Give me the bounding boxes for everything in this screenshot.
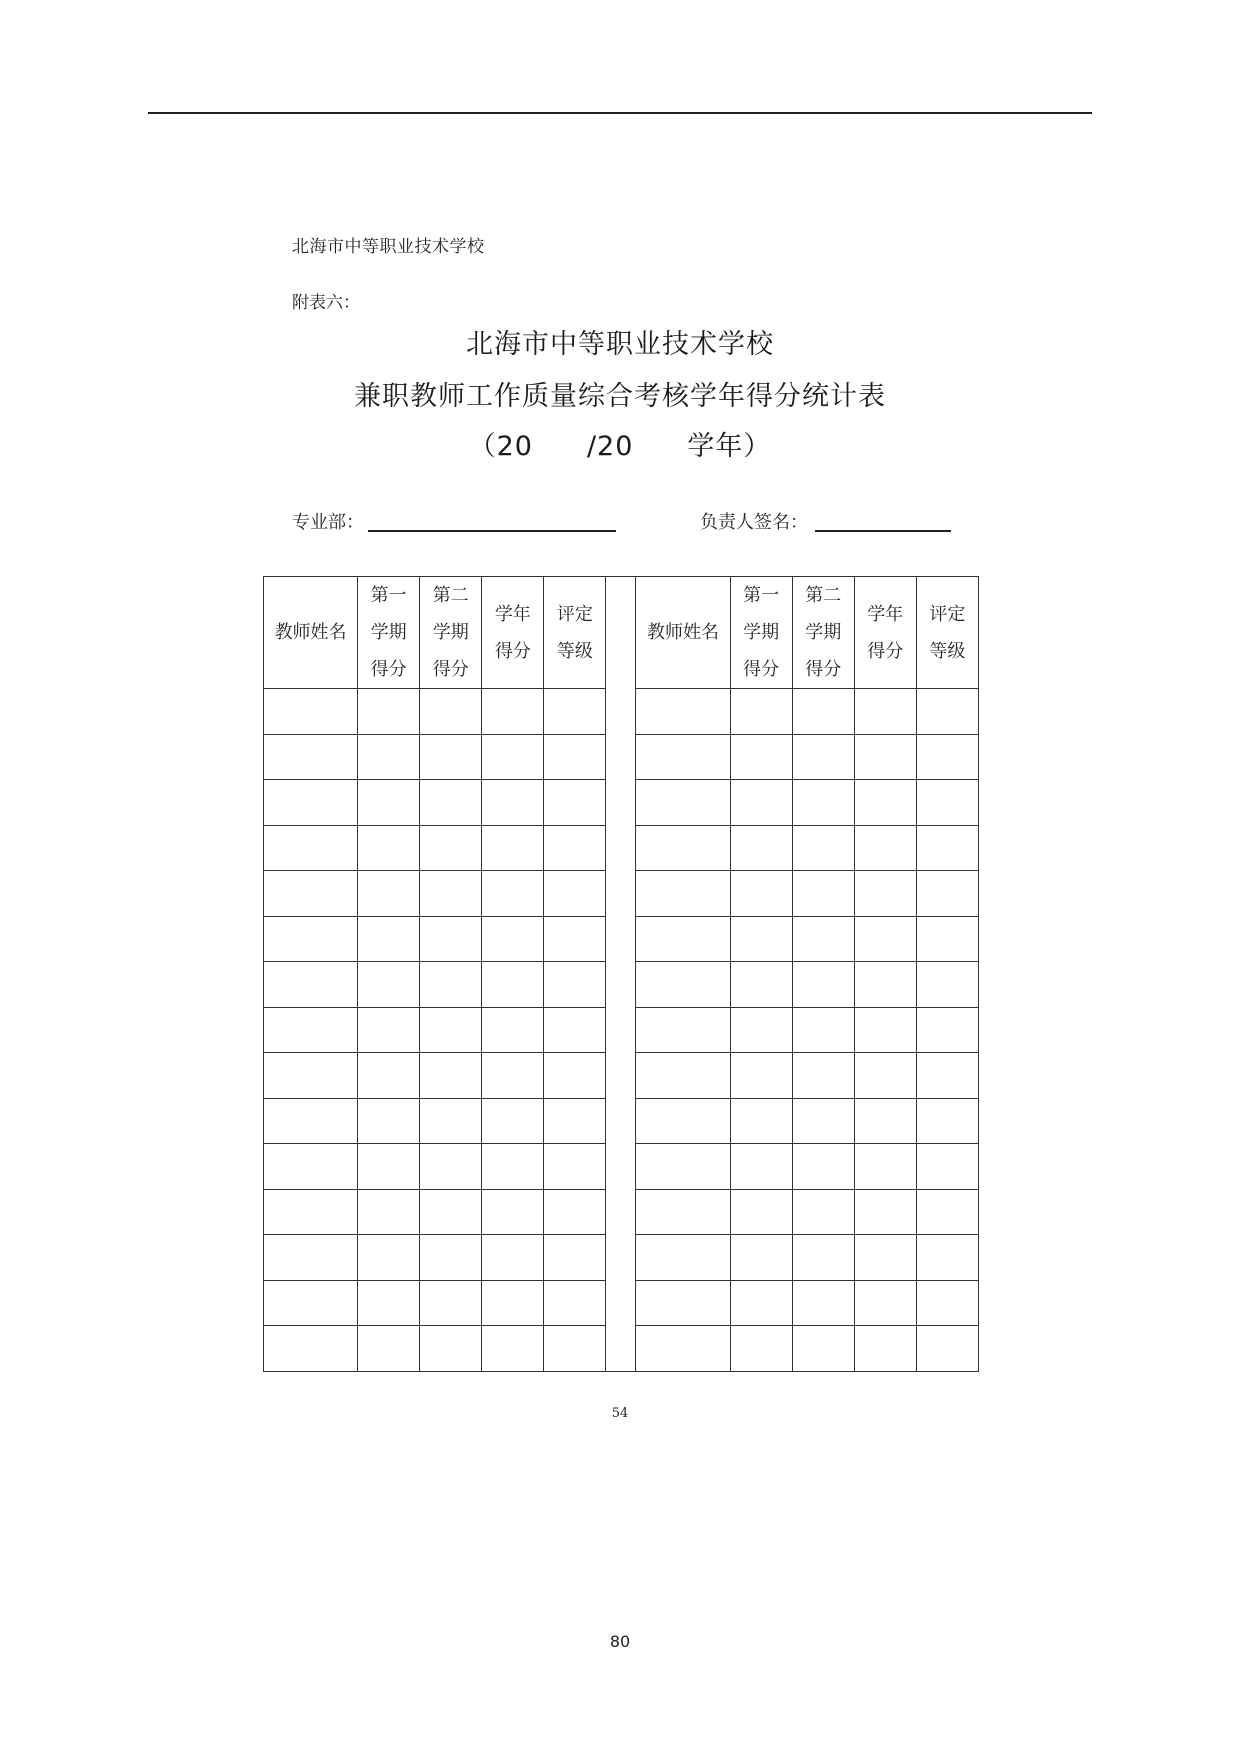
table-cell[interactable] [792, 1144, 854, 1190]
table-cell[interactable] [420, 734, 482, 780]
table-row [264, 825, 979, 871]
column-header-line: 等级 [929, 640, 966, 662]
table-cell[interactable] [420, 1053, 482, 1099]
table-row [264, 871, 979, 917]
column-header-line: 得分 [743, 659, 780, 680]
table-cell[interactable] [730, 1235, 792, 1281]
table-cell[interactable] [482, 1326, 544, 1372]
column-header-line: 得分 [805, 659, 842, 680]
table-cell[interactable] [854, 1235, 916, 1281]
table-cell[interactable] [854, 1144, 916, 1190]
table-cell[interactable] [420, 780, 482, 826]
table-cell[interactable] [264, 825, 358, 871]
table-cell[interactable] [730, 734, 792, 780]
table-cell[interactable] [730, 1280, 792, 1326]
table-cell[interactable] [264, 1007, 358, 1053]
table-cell[interactable] [420, 1189, 482, 1235]
table-cell[interactable] [482, 962, 544, 1008]
table-cell[interactable] [264, 1326, 358, 1372]
column-header-line: 学期 [805, 622, 842, 643]
column-separator [606, 689, 636, 735]
table-cell[interactable] [482, 1189, 544, 1235]
table-cell[interactable] [544, 1144, 606, 1190]
table-cell[interactable] [916, 825, 978, 871]
column-separator [606, 825, 636, 871]
table-cell[interactable] [730, 916, 792, 962]
table-row [264, 734, 979, 780]
table-cell[interactable] [854, 1189, 916, 1235]
table-cell[interactable] [358, 962, 420, 1008]
table-cell[interactable] [482, 1007, 544, 1053]
table-cell[interactable] [730, 689, 792, 735]
table-cell[interactable] [636, 1235, 730, 1281]
outer-page-number: 80 [609, 1632, 631, 1651]
table-cell[interactable] [636, 1189, 730, 1235]
table-cell[interactable] [854, 1280, 916, 1326]
table-cell[interactable] [730, 780, 792, 826]
table-cell[interactable] [264, 871, 358, 917]
table-cell[interactable] [544, 780, 606, 826]
table-cell[interactable] [636, 689, 730, 735]
table-cell[interactable] [916, 734, 978, 780]
table-cell[interactable] [358, 825, 420, 871]
column-header-line: 学期 [743, 622, 780, 643]
table-row [264, 1098, 979, 1144]
table-cell[interactable] [264, 1235, 358, 1281]
year-mid: /20 [586, 431, 634, 462]
table-cell[interactable] [358, 734, 420, 780]
table-cell[interactable] [358, 1326, 420, 1372]
table-cell[interactable] [482, 1280, 544, 1326]
table-cell[interactable] [792, 1235, 854, 1281]
column-header-right-4 [854, 577, 916, 689]
table-cell[interactable] [730, 1007, 792, 1053]
table-cell[interactable] [482, 916, 544, 962]
table-cell[interactable] [636, 1007, 730, 1053]
column-separator [606, 1098, 636, 1144]
table-cell[interactable] [916, 1189, 978, 1235]
table-cell[interactable] [636, 1098, 730, 1144]
column-header-left-2 [358, 577, 420, 689]
table-cell[interactable] [264, 916, 358, 962]
table-cell[interactable] [730, 1189, 792, 1235]
table-cell[interactable] [792, 916, 854, 962]
column-header-line: 教师姓名 [647, 622, 720, 643]
column-header-line: 第一 [370, 585, 407, 606]
table-cell[interactable] [792, 1007, 854, 1053]
table-cell[interactable] [544, 1098, 606, 1144]
table-cell[interactable] [264, 1098, 358, 1144]
table-cell[interactable] [636, 916, 730, 962]
table-cell[interactable] [482, 1235, 544, 1281]
table-cell[interactable] [264, 1189, 358, 1235]
column-header-line: 第一 [743, 585, 780, 606]
table-cell[interactable] [264, 1053, 358, 1099]
table-cell[interactable] [636, 825, 730, 871]
table-cell[interactable] [854, 780, 916, 826]
table-cell[interactable] [420, 871, 482, 917]
column-header-line: 学年 [867, 603, 904, 625]
table-cell[interactable] [792, 1326, 854, 1372]
table-cell[interactable] [730, 962, 792, 1008]
table-row [264, 962, 979, 1008]
table-cell[interactable] [264, 1144, 358, 1190]
table-cell[interactable] [792, 825, 854, 871]
table-cell[interactable] [544, 962, 606, 1008]
column-header-right-5 [916, 577, 978, 689]
table-cell[interactable] [264, 962, 358, 1008]
table-row [264, 780, 979, 826]
school-header: 北海市中等职业技术学校 [292, 237, 485, 257]
table-cell[interactable] [916, 871, 978, 917]
table-cell[interactable] [792, 780, 854, 826]
table-cell[interactable] [636, 734, 730, 780]
table-row [264, 1144, 979, 1190]
column-separator [606, 780, 636, 826]
signer-label: 负责人签名： [700, 512, 808, 533]
table-row [264, 1280, 979, 1326]
year-close: 学年） [687, 431, 772, 462]
column-separator [606, 962, 636, 1008]
signer-field[interactable] [815, 530, 951, 532]
table-cell[interactable] [636, 871, 730, 917]
table-cell[interactable] [792, 1280, 854, 1326]
column-header-line: 评定 [929, 603, 966, 625]
column-header-line: 教师姓名 [274, 622, 347, 643]
table-cell[interactable] [730, 1053, 792, 1099]
column-separator [606, 1189, 636, 1235]
table-cell[interactable] [916, 689, 978, 735]
table-cell[interactable] [916, 1144, 978, 1190]
table-cell[interactable] [916, 1053, 978, 1099]
title-form-name: 兼职教师工作质量综合考核学年得分统计表 [354, 381, 886, 412]
table-cell[interactable] [420, 689, 482, 735]
table-cell[interactable] [482, 780, 544, 826]
table-cell[interactable] [420, 1280, 482, 1326]
column-header-line: 学年 [494, 603, 531, 625]
table-cell[interactable] [854, 734, 916, 780]
table-row [264, 1235, 979, 1281]
column-header-line: 得分 [867, 640, 904, 662]
table-cell[interactable] [358, 916, 420, 962]
table-cell[interactable] [358, 1189, 420, 1235]
table-row [264, 1189, 979, 1235]
column-header-line: 评定 [556, 603, 593, 625]
table-cell[interactable] [264, 780, 358, 826]
table-cell[interactable] [264, 689, 358, 735]
column-header-line: 第二 [432, 585, 469, 606]
table-cell[interactable] [482, 1098, 544, 1144]
table-cell[interactable] [544, 1326, 606, 1372]
column-header-line: 得分 [370, 659, 407, 680]
inner-page-number: 54 [611, 1406, 629, 1421]
table-cell[interactable] [544, 734, 606, 780]
table-cell[interactable] [854, 1326, 916, 1372]
table-cell[interactable] [482, 689, 544, 735]
table-cell[interactable] [792, 734, 854, 780]
table-cell[interactable] [636, 1326, 730, 1372]
table-cell[interactable] [358, 1053, 420, 1099]
table-cell[interactable] [792, 871, 854, 917]
table-cell[interactable] [636, 1280, 730, 1326]
table-cell[interactable] [544, 689, 606, 735]
table-cell[interactable] [358, 871, 420, 917]
header-rule [148, 112, 1092, 114]
table-cell[interactable] [916, 962, 978, 1008]
table-cell[interactable] [420, 962, 482, 1008]
table-cell[interactable] [420, 1098, 482, 1144]
appendix-label: 附表六： [292, 293, 360, 313]
table-cell[interactable] [730, 871, 792, 917]
table-cell[interactable] [916, 1235, 978, 1281]
table-cell[interactable] [854, 1098, 916, 1144]
table-cell[interactable] [792, 1098, 854, 1144]
table-cell[interactable] [792, 689, 854, 735]
table-header-row [264, 577, 979, 689]
table-cell[interactable] [544, 916, 606, 962]
column-separator [606, 1144, 636, 1190]
table-cell[interactable] [420, 825, 482, 871]
table-cell[interactable] [854, 962, 916, 1008]
column-separator [606, 1007, 636, 1053]
table-cell[interactable] [636, 780, 730, 826]
table-row [264, 1053, 979, 1099]
department-label: 专业部： [292, 512, 364, 533]
table-row [264, 689, 979, 735]
column-separator [606, 871, 636, 917]
column-header-right-3 [792, 577, 854, 689]
table-cell[interactable] [358, 689, 420, 735]
column-header-left-5 [544, 577, 606, 689]
column-header-left-4 [482, 577, 544, 689]
column-separator [606, 577, 636, 689]
column-header-line: 学期 [370, 622, 407, 643]
table-cell[interactable] [636, 1053, 730, 1099]
column-header-line: 第二 [805, 585, 842, 606]
table-cell[interactable] [420, 1144, 482, 1190]
table-cell[interactable] [916, 780, 978, 826]
table-cell[interactable] [358, 1144, 420, 1190]
table-cell[interactable] [482, 1144, 544, 1190]
column-separator [606, 734, 636, 780]
year-open: （20 [468, 431, 533, 462]
table-cell[interactable] [854, 871, 916, 917]
table-cell[interactable] [420, 1326, 482, 1372]
column-separator [606, 1235, 636, 1281]
score-table [263, 576, 979, 1372]
table-cell[interactable] [358, 1235, 420, 1281]
table-cell[interactable] [854, 1007, 916, 1053]
column-header-right-1 [636, 577, 730, 689]
table-cell[interactable] [544, 1280, 606, 1326]
table-cell[interactable] [482, 734, 544, 780]
column-header-left-1 [264, 577, 358, 689]
table-cell[interactable] [792, 962, 854, 1008]
table-cell[interactable] [358, 1280, 420, 1326]
table-cell[interactable] [854, 825, 916, 871]
column-header-line: 得分 [494, 640, 531, 662]
table-cell[interactable] [358, 1007, 420, 1053]
table-cell[interactable] [544, 1189, 606, 1235]
department-field[interactable] [368, 530, 616, 532]
table-cell[interactable] [854, 689, 916, 735]
column-separator [606, 916, 636, 962]
table-cell[interactable] [636, 1144, 730, 1190]
column-header-left-3 [420, 577, 482, 689]
table-cell[interactable] [420, 916, 482, 962]
table-cell[interactable] [482, 825, 544, 871]
column-header-right-2 [730, 577, 792, 689]
table-cell[interactable] [544, 1235, 606, 1281]
table-cell[interactable] [792, 1189, 854, 1235]
table-cell[interactable] [482, 1053, 544, 1099]
table-cell[interactable] [730, 825, 792, 871]
table-cell[interactable] [792, 1053, 854, 1099]
table-cell[interactable] [636, 962, 730, 1008]
table-cell[interactable] [730, 1144, 792, 1190]
table-body [264, 689, 979, 1372]
column-separator [606, 1326, 636, 1372]
table-cell[interactable] [358, 780, 420, 826]
column-header-line: 得分 [432, 659, 469, 680]
table-cell[interactable] [916, 1326, 978, 1372]
table-cell[interactable] [264, 734, 358, 780]
table-cell[interactable] [916, 1280, 978, 1326]
table-cell[interactable] [420, 1235, 482, 1281]
table-cell[interactable] [482, 871, 544, 917]
table-cell[interactable] [420, 1007, 482, 1053]
table-cell[interactable] [854, 1053, 916, 1099]
title-school: 北海市中等职业技术学校 [466, 329, 774, 360]
table-row [264, 1326, 979, 1372]
table-cell[interactable] [544, 825, 606, 871]
column-header-line: 学期 [432, 622, 469, 643]
table-cell[interactable] [730, 1326, 792, 1372]
table-row [264, 916, 979, 962]
title-academic-year [0, 424, 1240, 463]
table-cell[interactable] [854, 916, 916, 962]
table-cell[interactable] [544, 1053, 606, 1099]
table-cell[interactable] [264, 1280, 358, 1326]
table-cell[interactable] [544, 871, 606, 917]
table-row [264, 1007, 979, 1053]
column-separator [606, 1280, 636, 1326]
column-header-line: 等级 [556, 640, 593, 662]
table-cell[interactable] [916, 1007, 978, 1053]
table-cell[interactable] [544, 1007, 606, 1053]
table-cell[interactable] [916, 1098, 978, 1144]
table-cell[interactable] [358, 1098, 420, 1144]
table-cell[interactable] [730, 1098, 792, 1144]
column-separator [606, 1053, 636, 1099]
table-cell[interactable] [916, 916, 978, 962]
